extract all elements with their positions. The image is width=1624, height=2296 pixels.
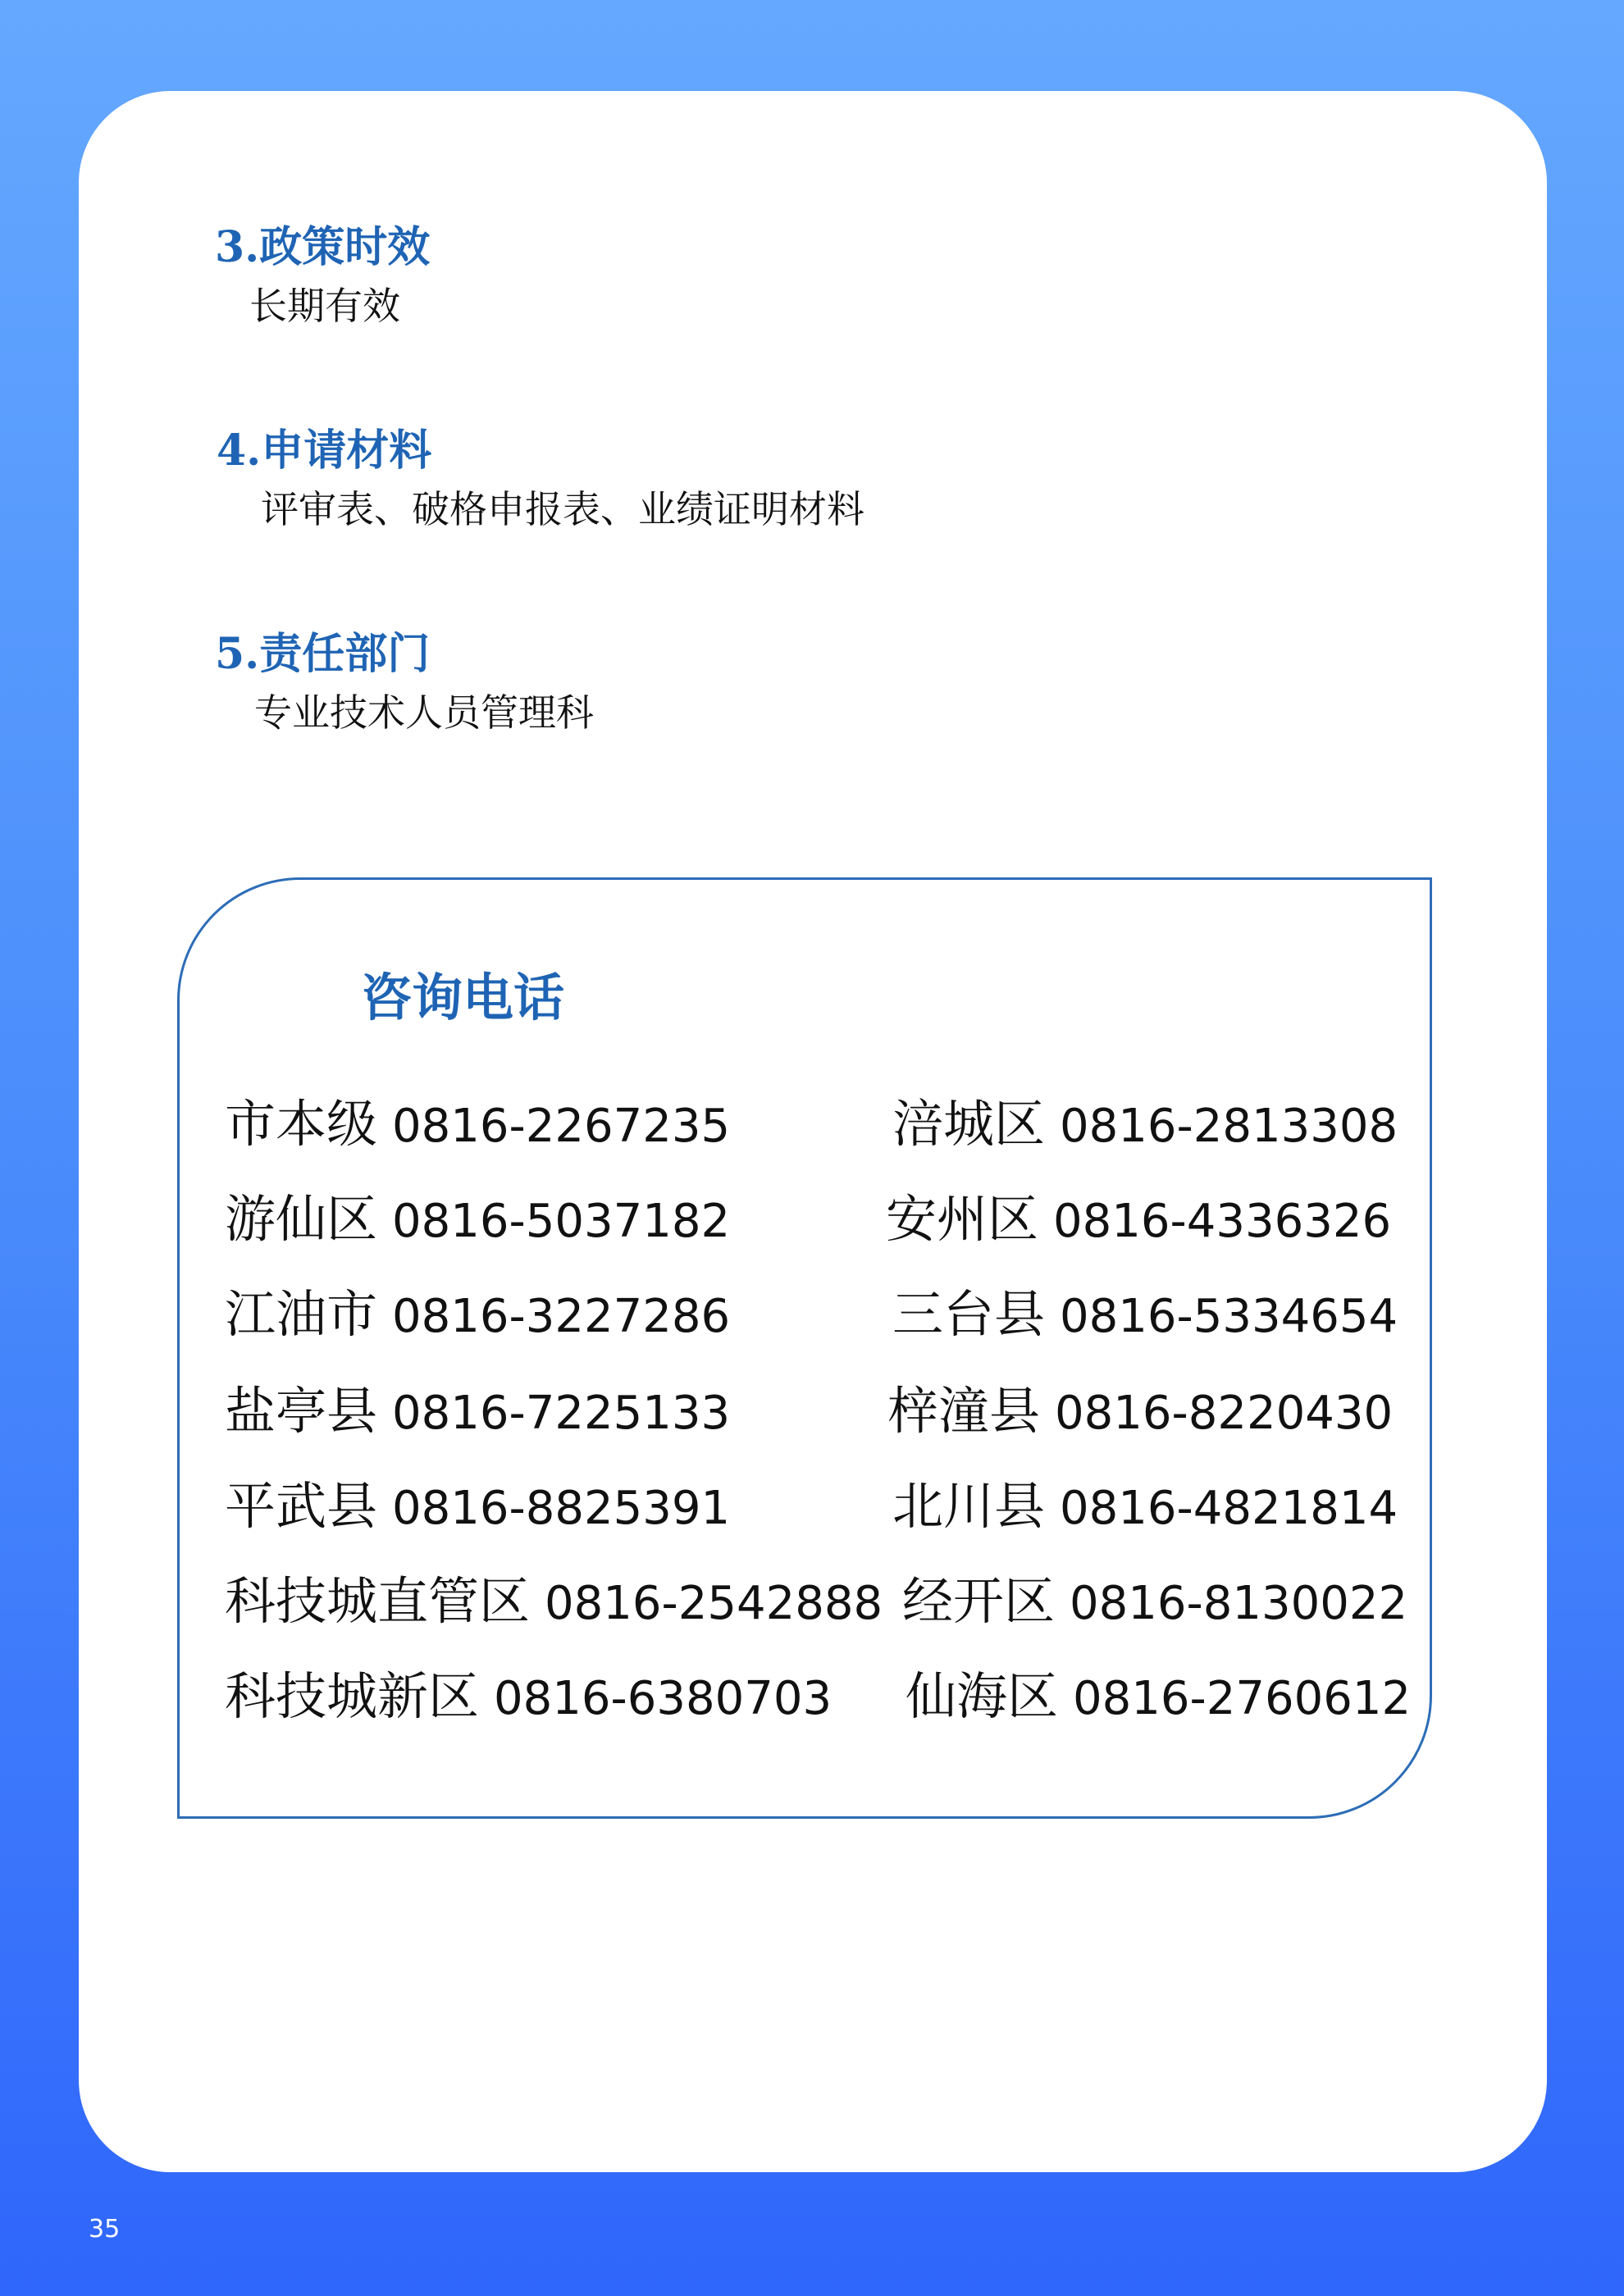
phone-entry	[906, 1666, 1412, 1726]
phone-entry	[225, 1284, 731, 1344]
phone-number: 0816-8825391	[392, 1482, 731, 1535]
district-name: 市本级	[225, 1094, 378, 1154]
phone-number: 0816-2760612	[1073, 1672, 1412, 1725]
phone-number: 0816-6380703	[494, 1672, 833, 1725]
phone-number: 0816-4821814	[1060, 1482, 1398, 1535]
phone-entry	[892, 1094, 1398, 1154]
page-number: 35	[89, 2215, 121, 2244]
phone-number: 0816-8220430	[1055, 1387, 1394, 1440]
phone-number: 0816-2813308	[1060, 1100, 1398, 1153]
phone-number: 0816-5037182	[392, 1195, 731, 1248]
phone-entry	[225, 1381, 731, 1441]
section-body-department: 专业技术人员管理科	[254, 690, 594, 735]
section-title-department: 5.责任部门	[215, 629, 431, 679]
section-title-materials: 4.申请材料	[217, 426, 432, 476]
district-name: 科技城直管区	[225, 1571, 531, 1631]
phone-entry	[225, 1666, 833, 1726]
phone-number: 0816-5334654	[1060, 1290, 1398, 1343]
district-name: 安州区	[886, 1189, 1039, 1249]
phone-entry	[225, 1189, 731, 1249]
district-name: 涪城区	[892, 1094, 1046, 1154]
district-name: 北川县	[892, 1476, 1046, 1536]
phone-entry	[225, 1094, 731, 1154]
district-name: 三台县	[892, 1284, 1046, 1344]
section-body-policy-term: 长期有效	[249, 284, 400, 328]
phone-number: 0816-2267235	[392, 1100, 731, 1153]
phone-number: 0816-8130022	[1070, 1577, 1408, 1630]
phone-entry	[892, 1284, 1398, 1344]
phone-number: 0816-7225133	[392, 1387, 731, 1440]
contact-title: 咨询电话	[361, 968, 565, 1027]
phone-entry	[887, 1381, 1394, 1441]
district-name: 平武县	[225, 1476, 378, 1536]
district-name: 游仙区	[225, 1189, 378, 1249]
phone-entry	[225, 1571, 883, 1631]
phone-entry	[902, 1571, 1408, 1631]
phone-number: 0816-4336326	[1053, 1195, 1392, 1248]
district-name: 梓潼县	[887, 1381, 1041, 1441]
phone-number: 0816-3227286	[392, 1290, 731, 1343]
phone-number: 0816-2542888	[545, 1577, 883, 1630]
district-name: 科技城新区	[225, 1666, 480, 1726]
phone-entry	[225, 1476, 731, 1536]
district-name: 盐亭县	[225, 1381, 378, 1441]
district-name: 江油市	[225, 1284, 378, 1344]
district-name: 仙海区	[906, 1666, 1059, 1726]
section-title-policy-term: 3.政策时效	[215, 222, 431, 272]
phone-entry	[892, 1476, 1398, 1536]
section-body-materials: 评审表、破格申报表、业绩证明材料	[261, 487, 864, 531]
phone-entry	[886, 1189, 1392, 1249]
district-name: 经开区	[902, 1571, 1056, 1631]
